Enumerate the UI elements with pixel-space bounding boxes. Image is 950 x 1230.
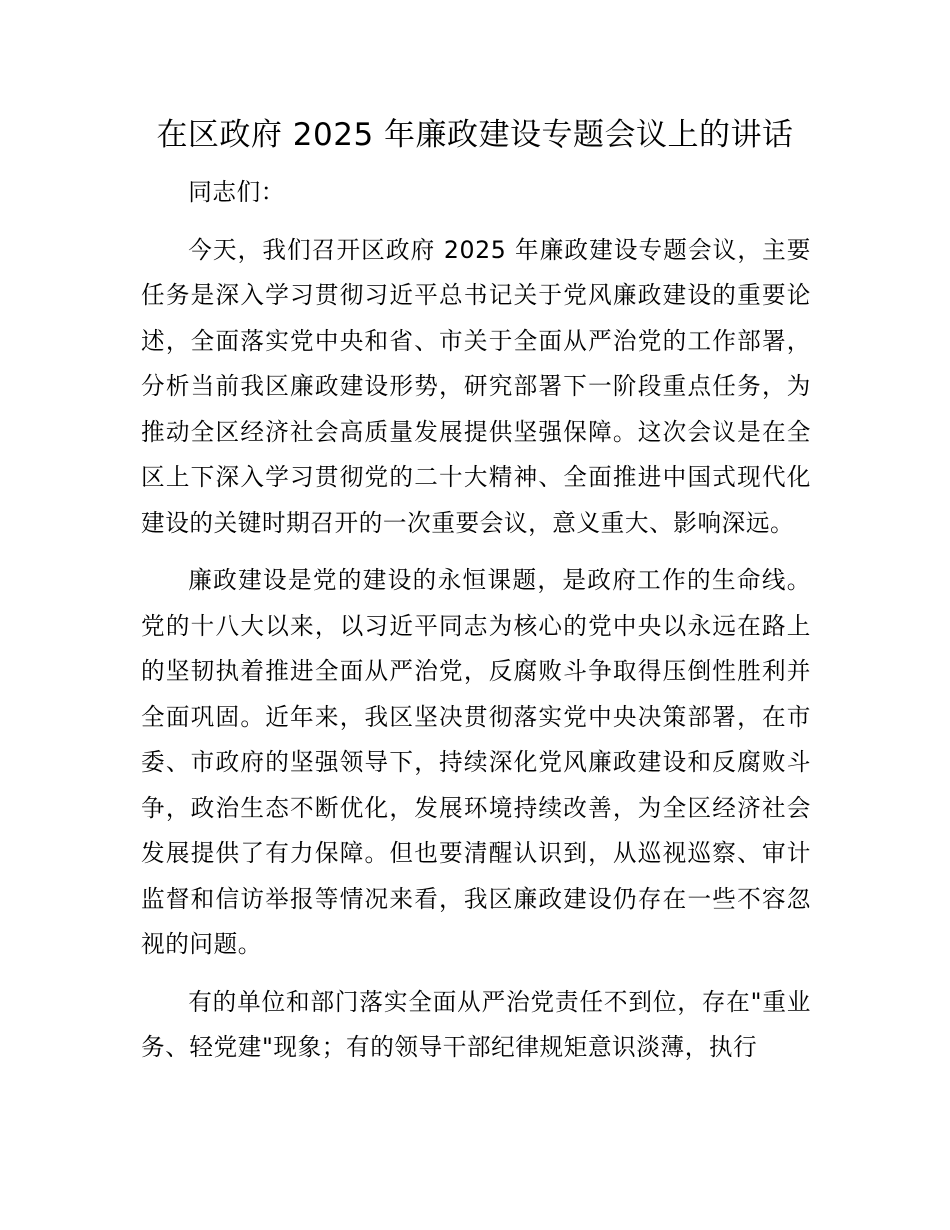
paragraph-3: 有的单位和部门落实全面从严治党责任不到位，存在"重业务、轻党建"现象；有的领导干部纪律规矩意识淡薄，执行 — [141, 987, 811, 1061]
paragraph-1: 今天，我们召开区政府 2025 年廉政建设专题会议，主要任务是深入学习贯彻习近平总书记关于党风廉政建设的重要论述，全面落实党中央和省、市关于全面从严治党的工作部署，分析当前我区廉政建设形势，研究部署下一阶段重点任务，为推动全区经济社会高质量发展提供坚强保障。这次会议是在全区上下深入学习贯彻党的二十大精神、全面推进中国式现代化建设的关键时期召开的一次重要会议，意义重大、影响深远。 — [141, 235, 811, 537]
document-body — [141, 170, 811, 1071]
document-title: 在区政府 2025 年廉政建设专题会议上的讲话 — [156, 117, 794, 153]
paragraph-2: 廉政建设是党的建设的永恒课题，是政府工作的生命线。党的十八大以来，以习近平同志为核心的党中央以永远在路上的坚韧执着推进全面从严治党，反腐败斗争取得压倒性胜利并全面巩固。近年来，我区坚决贯彻落实党中央决策部署，在市委、市政府的坚强领导下，持续深化党风廉政建设和反腐败斗争，政治生态不断优化，发展环境持续改善，为全区经济社会发展提供了有力保障。但也要清醒认识到，从巡视巡察、审计监督和信访举报等情况来看，我区廉政建设仍存在一些不容忽视的问题。 — [141, 566, 811, 958]
salutation: 同志们： — [188, 178, 285, 206]
